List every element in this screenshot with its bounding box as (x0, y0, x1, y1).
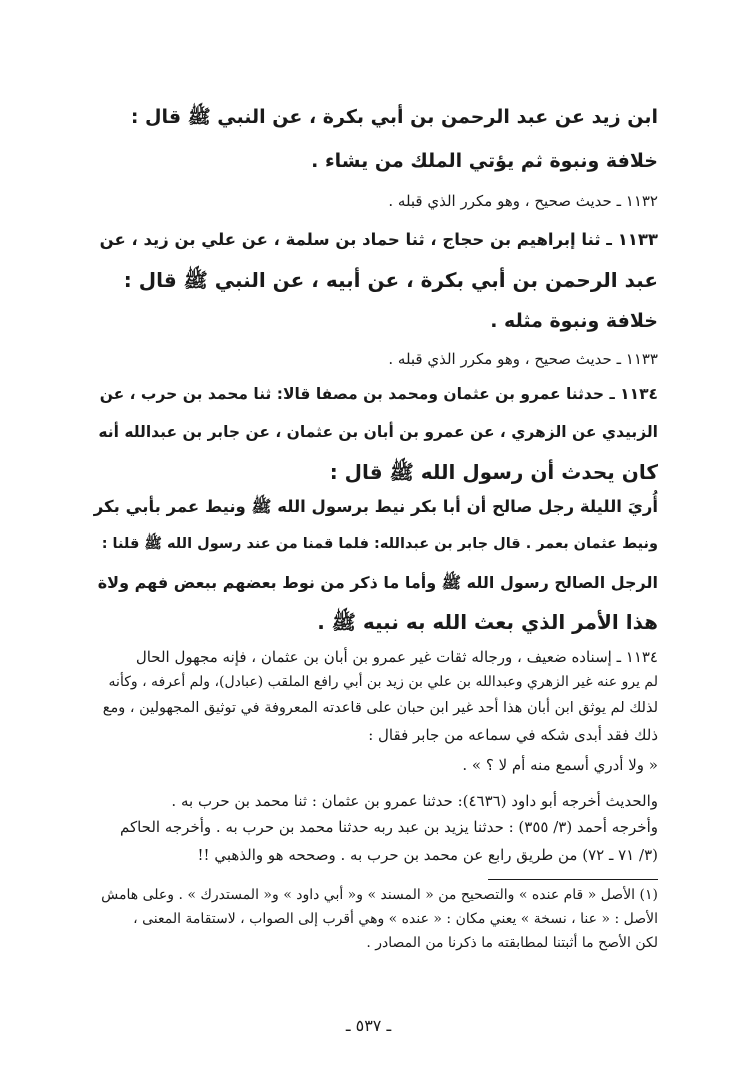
page-number: ـ ٥٣٧ ـ (345, 1016, 392, 1035)
footnote-line: لكن الأصح ما أثبتنا لمطابقته ما ذكرنا من المصادر . (366, 935, 658, 951)
footnote-line: الأصل : « عنا ، نسخة » يعني مكان : « عنده » وهي أقرب إلى الصواب ، لاستقامة المعنى ، (133, 911, 658, 927)
hadith-chain: الزبيدي عن الزهري ، عن عمرو بن أبان بن عثمان ، عن جابر بن عبدالله أنه (98, 423, 658, 441)
commentary-line: لذلك لم يوثق ابن أبان هذا أحد غير ابن حبان على قاعدته المعروفة في توثيق المجهولين ، ومع (102, 700, 658, 716)
grading-note: ١١٣٣ ـ حديث صحيح ، وهو مكرر الذي قبله . (388, 350, 658, 368)
commentary-line: ذلك فقد أبدى شكه في سماعه من جابر فقال : (368, 726, 658, 744)
commentary-line: والحديث أخرجه أبو داود (٤٦٣٦): حدثنا عمرو بن عثمان : ثنا محمد بن حرب به . (171, 792, 658, 810)
commentary-line: وأخرجه أحمد (٣/ ٣٥٥) : حدثنا يزيد بن عبد ربه حدثنا محمد بن حرب به . وأخرجه الحاكم (119, 818, 658, 836)
footnote-line: (١) الأصل « قام عنده » والتصحيح من « المسند » و« أبي داود » و« المستدرك » . وعلى هامش (101, 887, 658, 903)
hadith-chain: ١١٣٤ ـ حدثنا عمرو بن عثمان ومحمد بن مصفا قالا: ثنا محمد بن حرب ، عن (99, 385, 658, 403)
grading-note: ١١٣٢ ـ حديث صحيح ، وهو مكرر الذي قبله . (388, 192, 658, 210)
hadith-chain: عبد الرحمن بن أبي بكرة ، عن أبيه ، عن النبي ﷺ قال : (123, 268, 658, 292)
commentary-line: ١١٣٤ ـ إسناده ضعيف ، ورجاله ثقات غير عمرو بن أبان بن عثمان ، فإنه مجهول الحال (135, 648, 658, 666)
hadith-chain: ١١٣٣ ـ ثنا إبراهيم بن حجاج ، ثنا حماد بن سلمة ، عن علي بن زيد ، عن (99, 230, 658, 249)
commentary-line: (٣/ ٧١ ـ ٧٢) من طريق رابع عن محمد بن حرب به . وصححه هو والذهبي !! (197, 846, 658, 864)
hadith-text: أُريَ الليلة رجل صالح أن أبا بكر نيط برسول الله ﷺ ونيط عمر بأبي بكر (93, 497, 658, 516)
footnote-separator (488, 879, 658, 880)
hadith-chain: كان يحدث أن رسول الله ﷺ قال : (329, 460, 658, 484)
hadith-text: خلافة ونبوة مثله . (490, 310, 658, 332)
commentary-quote: « ولا أدري أسمع منه أم لا ؟ » . (462, 756, 658, 774)
commentary-line: لم يرو عنه غير الزهري وعبدالله بن علي بن زيد بن أبي رافع الملقب (عبادل)، ولم أعرفه ، وكأنه (108, 674, 658, 690)
hadith-text: الرجل الصالح رسول الله ﷺ وأما ما ذكر من نوط بعضهم ببعض فهم ولاة (97, 573, 658, 592)
hadith-text: هذا الأمر الذي بعث الله به نبيه ﷺ . (317, 610, 658, 634)
hadith-text: خلافة ونبوة ثم يؤتي الملك من يشاء . (311, 150, 658, 172)
hadith-text: ونيط عثمان بعمر . قال جابر بن عبدالله: فلما قمنا من عند رسول الله ﷺ قلنا : (101, 536, 658, 552)
text-line: ابن زيد عن عبد الرحمن بن أبي بكرة ، عن النبي ﷺ قال : (130, 106, 658, 128)
